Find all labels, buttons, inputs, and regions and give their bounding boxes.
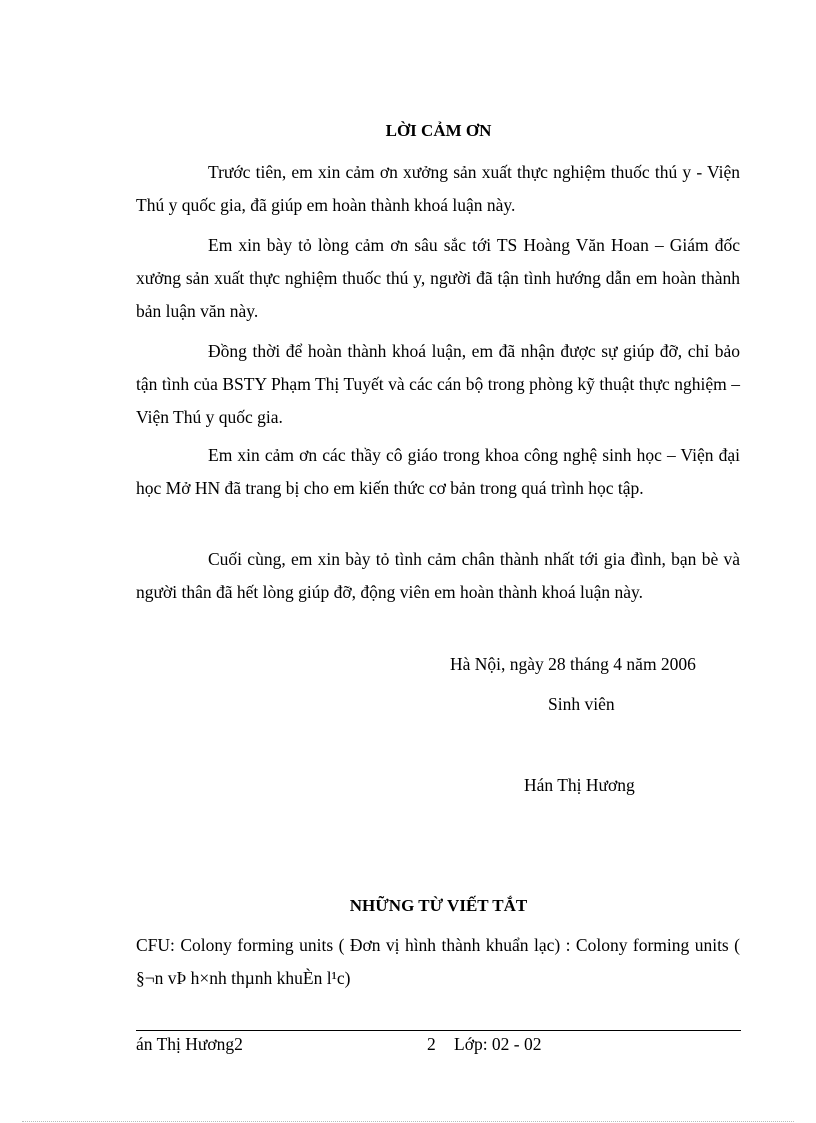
acknowledgement-paragraph-4: Em xin cảm ơn các thầy cô giáo trong khoa công nghệ sinh học – Viện đại học Mở HN đã trang bị cho em kiến thức cơ bản trong quá trình học tập. <box>136 445 740 498</box>
acknowledgement-paragraph-5: Cuối cùng, em xin bày tỏ tình cảm chân thành nhất tới gia đình, bạn bè và người thân đã hết lòng giúp đỡ, động viên em hoàn thành khoá luận này. <box>136 549 740 602</box>
abbreviations-title: NHỮNG TỪ VIẾT TẮT <box>349 896 528 915</box>
acknowledgement-paragraph-1: Trước tiên, em xin cảm ơn xưởng sản xuất thực nghiệm thuốc thú y - Viện Thú y quốc gia, đã giúp em hoàn thành khoá luận này. <box>136 162 740 215</box>
footer-page-number: 2 <box>427 1034 436 1054</box>
footer-divider <box>136 1030 741 1031</box>
acknowledgement-paragraph-3: Đồng thời để hoàn thành khoá luận, em đã nhận được sự giúp đỡ, chỉ bảo tận tình của BSTY Phạm Thị Tuyết và các cán bộ trong phòng kỹ thuật thực nghiệm – Viện Thú y quốc gia. <box>136 341 740 427</box>
abbreviation-entry: CFU: Colony forming units ( Đơn vị hình thành khuẩn lạc) : Colony forming units ( §¬n vÞ h×nh thµnh khuÈn l¹c) <box>136 935 740 988</box>
acknowledgement-paragraph-2: Em xin bày tỏ lòng cảm ơn sâu sắc tới TS Hoàng Văn Hoan – Giám đốc xưởng sản xuất thực nghiệm thuốc thú y, người đã tận tình hướng dẫn em hoàn thành bản luận văn này. <box>136 235 740 321</box>
signature-name: Hán Thị Hương <box>524 775 635 795</box>
acknowledgement-title: LỜI CẢM ƠN <box>385 121 492 140</box>
page-edge-divider <box>22 1121 794 1122</box>
footer-class: Lớp: 02 - 02 <box>454 1034 542 1054</box>
signature-role: Sinh viên <box>548 694 615 714</box>
footer-author: án Thị Hương2 <box>136 1034 243 1054</box>
date-line: Hà Nội, ngày 28 tháng 4 năm 2006 <box>450 654 696 674</box>
